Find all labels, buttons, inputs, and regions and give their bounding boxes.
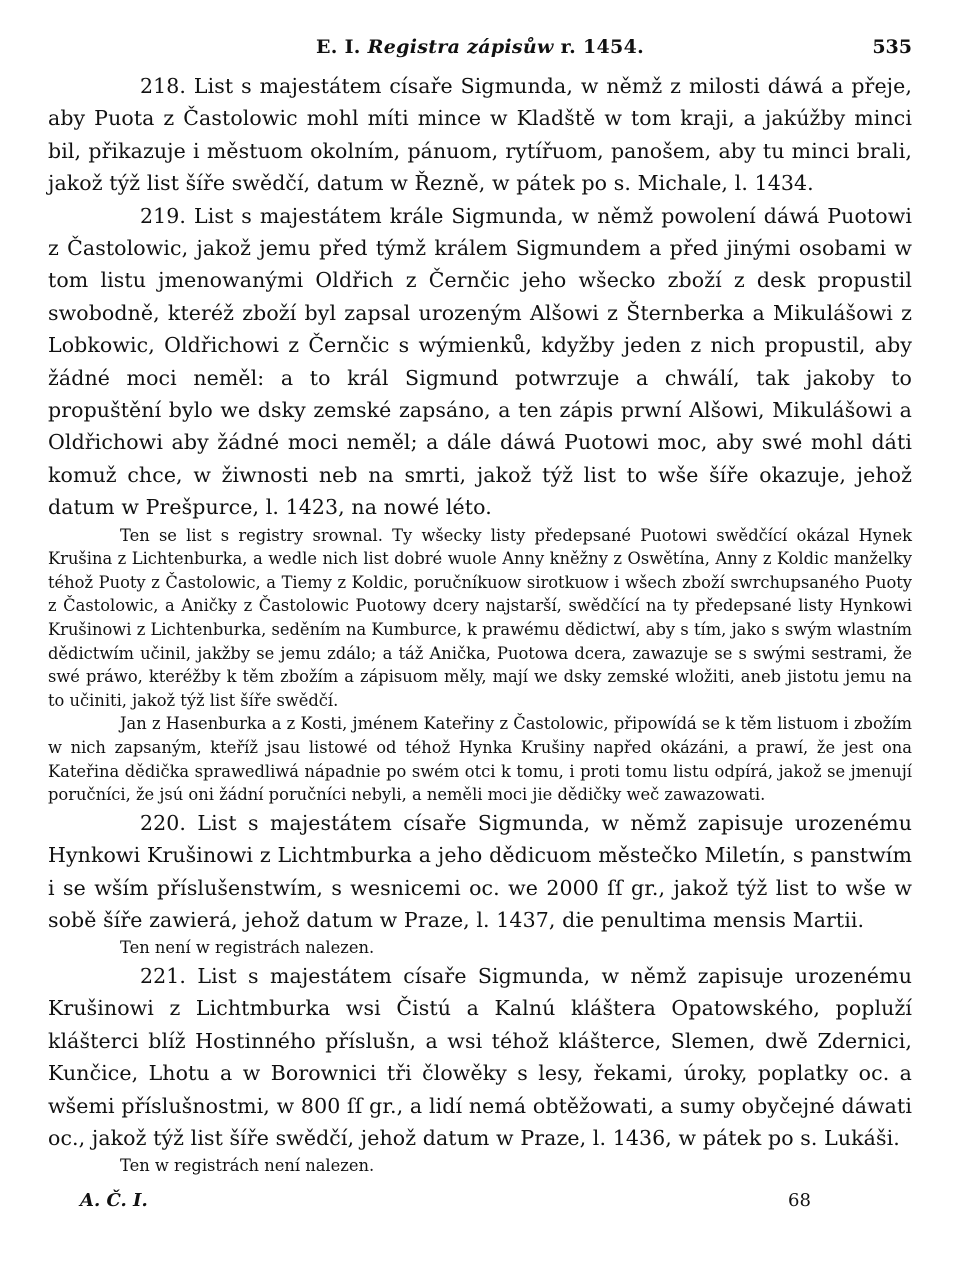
entry-221: 221. List s majestátem císaře Sigmunda, w němž zapisuje urozenému Krušinowi z Lichtmburka wsi Čistú a Kalnú kláštera Opatowského, popluží klášterci blíž Hostinného příslušn, a wsi téhož klášterce, Slemen, dwě Zdernici, Kunčice, Lhotu a w Borownici tři člowěky s lesy, řekami, úroky, poplatky oc. a wšemi příslušnostmi, w 800 ſſ gr., a lidí nemá obtěžowati, a sumy obyčejné dáwati oc., jakož týž list šíře swědčí, jehož datum w Praze, l. 1436, w pátek po s. Lukáši.	[48, 964, 912, 1151]
sheet-number: 68	[788, 1190, 811, 1212]
running-title	[48, 36, 912, 58]
page-number: 535	[872, 36, 912, 58]
document-body	[48, 70, 912, 1178]
note-220: Ten není w registrách nalezen.	[120, 938, 375, 958]
signature-mark: A. Č. I.	[80, 1190, 148, 1212]
title-prefix: E. I.	[315, 36, 361, 58]
running-header	[48, 30, 912, 60]
title-italic: Registra zápisůw	[367, 36, 554, 58]
note-219-objection: Jan z Hasenburka a z Kosti, jménem Kateřiny z Častolowic, připowídá se k těm listuom i zbožím w nich zapsaným, kteříž jsau listowé od téhož Hynka Krušiny napřed okázáni, a prawí, že jest ona Kateřina dědička sprawedliwá nápadnie po swém otci k tomu, i proti tomu listu odpírá, jakož se jmenují poručníci, že jsú oni žádní poručníci nebyli, a neměli moci jie dědičky weč zawazowati.	[48, 714, 912, 805]
page-footer	[48, 1182, 912, 1222]
note-221: Ten w registrách není nalezen.	[120, 1156, 375, 1176]
entry-219: 219. List s majestátem krále Sigmunda, w němž powolení dáwá Puotowi z Častolowic, jakož jemu před týmž králem Sigmundem a před jinými osobami w tom listu jmenowanými Oldřich z Černčic jeho wšecko zboží z desk propustil swobodně, kteréž zboží byl zapsal urozeným Alšowi z Šternberka a Mikulášowi z Lobkowic, Oldřichowi z Černčic s wýmienků, kdyžby jeden z nich propustil, aby žádné moci neměl: a to král Sigmund potwrzuje a chwálí, tak jakoby to propuštění bylo we dsky zemské zapsáno, a ten zápis prwní Alšowi, Mikulášowi a Oldřichowi aby žádné moci neměl; a dále dáwá Puotowi moc, aby swé mohl dáti komuž chce, w žiwnosti neb na smrti, jakož týž list to wše šíře okazuje, jehož datum w Prešpurce, l. 1423, na nowé léto.	[48, 203, 912, 520]
entry-218: 218. List s majestátem císaře Sigmunda, w němž z milosti dáwá a přeje, aby Puota z Častolowic mohl míti mince w Kladště w tom kraji, a jakúžby minci bil, přikazuje i městuom okolním, pánuom, rytířuom, panošem, aby tu minci brali, jakož týž list šíře swědčí, datum w Řezně, w pátek po s. Michale, l. 1434.	[48, 74, 912, 196]
note-219-collation: Ten se list s registry srownal. Ty wšecky listy předepsané Puotowi swědčící okázal Hynek Krušina z Lichtenburka, a wedle nich list dobré wuole Anny kněžny z Oswětína, Anny z Koldic manželky téhož Puoty z Častolowic, a Tiemy z Koldic, poručníkuow sirotkuow i wšech zboží swrchupsaného Puoty z Častolowic, a Aničky z Častolowic Puotowy dcery najstarší, swědčící na ty předepsané listy Hynkowi Krušinowi z Lichtenburka, seděním na Kumburce, k prawému dědictwí, aby s tím, jako s swým wlastním dědictwím učinil, jakžby se jemu zdálo; a táž Anička, Puotowa dcera, zawazuje se s swými sestrami, že swé práwo, kteréžby k těm zbožím a zápisuom měly, mají we dsky zemské wložiti, aneb jistotu jemu na to učiniti, jakož týž list šíře swědčí.	[48, 525, 912, 710]
title-suffix: r. 1454.	[560, 36, 645, 58]
entry-220: 220. List s majestátem císaře Sigmunda, w němž zapisuje urozenému Hynkowi Krušinowi z Lichtmburka a jeho dědicuom městečko Miletín, s panstwím i se wším příslušenstwím, s wesnicemi oc. we 2000 ſſ gr., jakož týž list to wše w sobě šíře zawierá, jehož datum w Praze, l. 1437, die penultima mensis Martii.	[48, 810, 912, 933]
